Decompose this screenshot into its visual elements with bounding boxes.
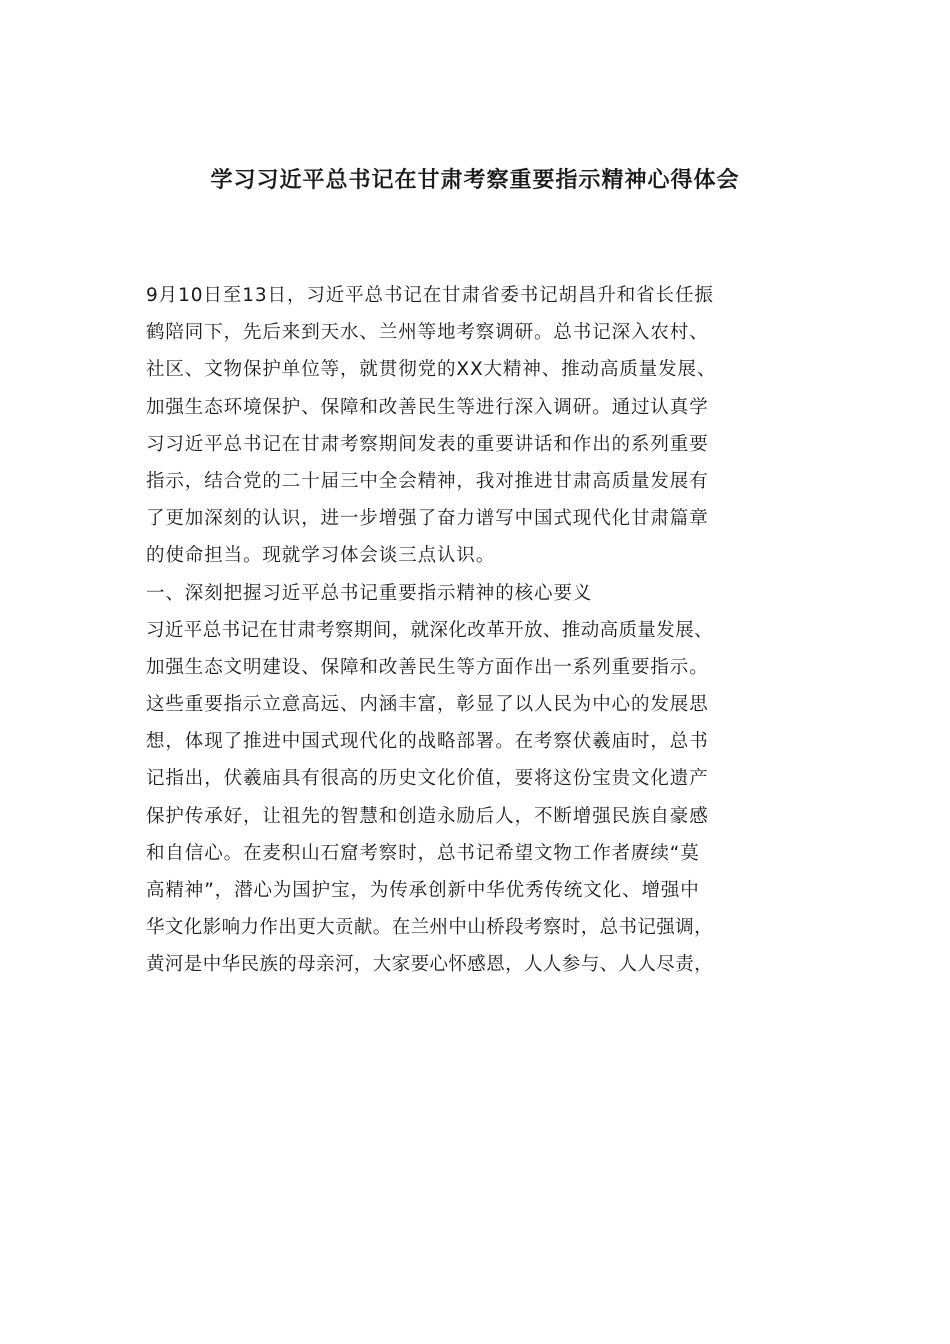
body-line: 华文化影响力作出更大贡献。在兰州中山桥段考察时，总书记强调， <box>146 917 714 939</box>
body-line: 保护传承好，让祖先的智慧和创造永励后人，不断增强民族自豪感 <box>146 805 709 827</box>
body-line: 9月10日至13日，习近平总书记在甘肃省委书记胡昌升和省长任振 <box>146 285 714 306</box>
body-line: 记指出，伏羲庙具有很高的历史文化价值，要将这份宝贵文化遗产 <box>146 768 709 790</box>
document-title: 学习习近平总书记在甘肃考察重要指示精神心得体会 <box>210 167 740 193</box>
body-line: 社区、文物保护单位等，就贯彻党的XX大精神、推动高质量发展、 <box>146 359 717 381</box>
body-line: 加强生态环境保护、保障和改善民生等进行深入调研。通过认真学 <box>146 396 709 418</box>
body-line: 了更加深刻的认识，进一步增强了奋力谱写中国式现代化甘肃篇章 <box>146 508 709 530</box>
body-line: 习近平总书记在甘肃考察期间，就深化改革开放、推动高质量发展、 <box>146 619 714 641</box>
body-line: 高精神”，潜心为国护宝，为传承创新中华优秀传统文化、增强中 <box>146 880 700 901</box>
body-line: 鹤陪同下，先后来到天水、兰州等地考察调研。总书记深入农村、 <box>146 322 709 344</box>
body-line: 想，体现了推进中国式现代化的战略部署。在考察伏羲庙时，总书 <box>146 731 709 753</box>
body-line: 这些重要指示立意高远、内涵丰富，彰显了以人民为中心的发展思 <box>146 694 709 716</box>
body-line: 习习近平总书记在甘肃考察期间发表的重要讲话和作出的系列重要 <box>146 433 709 455</box>
body-line: 的使命担当。现就学习体会谈三点认识。 <box>146 545 496 567</box>
body-line: 指示，结合党的二十届三中全会精神，我对推进甘肃高质量发展有 <box>146 470 709 492</box>
body-line: 黄河是中华民族的母亲河，大家要心怀感恩，人人参与、人人尽责， <box>146 954 714 976</box>
body-line: 加强生态文明建设、保障和改善民生等方面作出一系列重要指示。 <box>146 656 709 678</box>
section-heading: 一、深刻把握习近平总书记重要指示精神的核心要义 <box>146 582 593 604</box>
document-body <box>146 277 846 984</box>
body-line: 和自信心。在麦积山石窟考察时，总书记希望文物工作者赓续“莫 <box>146 842 700 864</box>
